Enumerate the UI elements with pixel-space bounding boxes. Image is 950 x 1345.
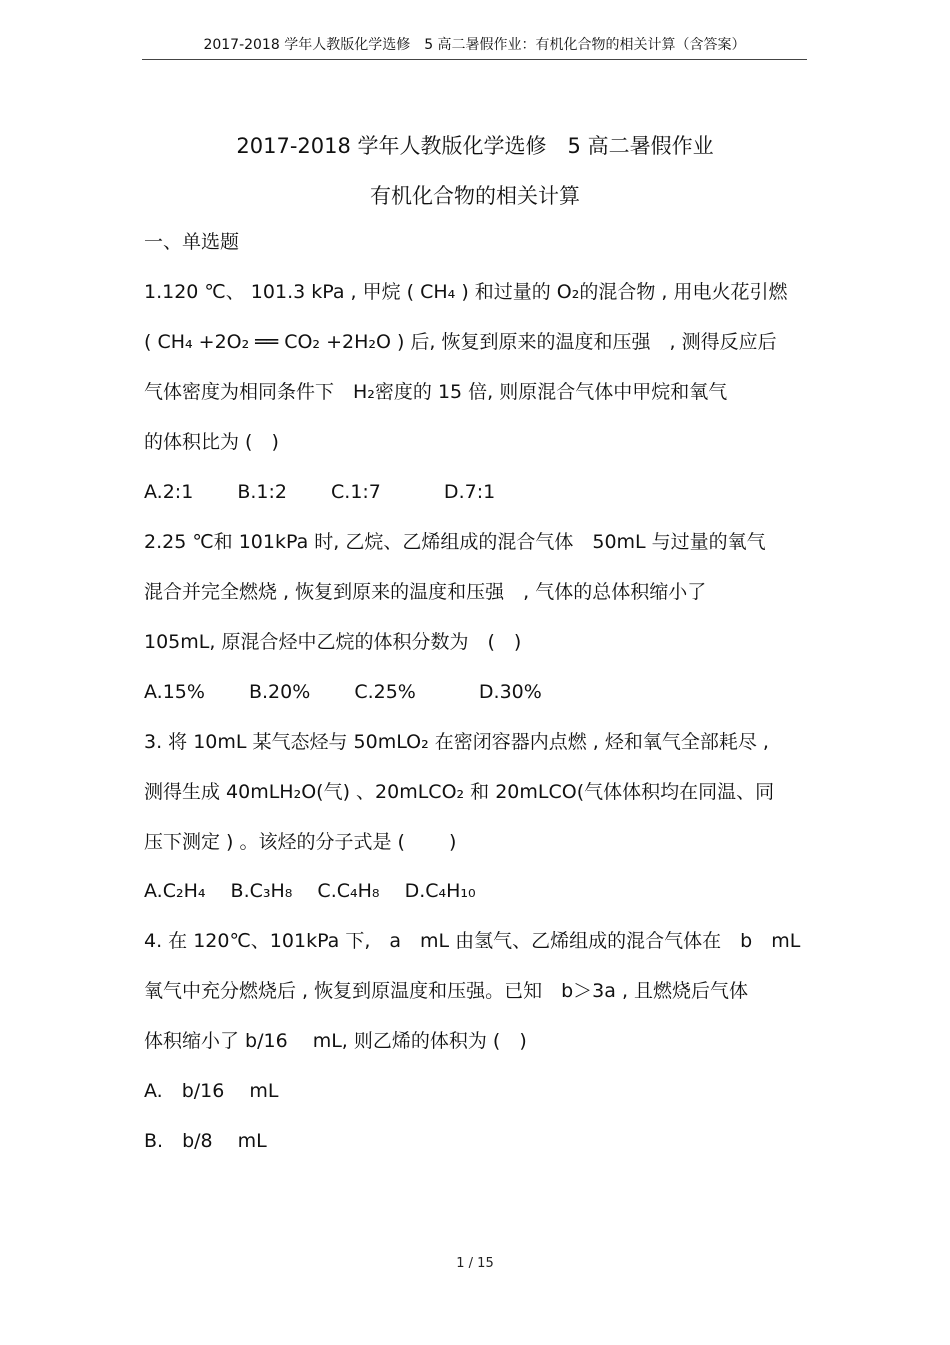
page-number: 1 / 15 [456,1256,494,1271]
answer-option: A. b/16 mL [144,1080,279,1102]
question-text: 的体积比为 ( ) [144,431,279,453]
question-text: 测得生成 40mLH₂O(气) 、20mLCO₂ 和 20mLCO(气体体积均在同温、同 [144,781,775,803]
question-text: 气体密度为相同条件下 H₂密度的 15 倍, 则原混合气体中甲烷和氧气 [144,381,728,403]
question-text: 混合并完全燃烧 , 恢复到原来的温度和压强 , 气体的总体积缩小了 [144,581,707,603]
question-text: 氧气中充分燃烧后 , 恢复到原温度和压强。已知 b＞3a , 且燃烧后气体 [144,980,749,1002]
answer-options: A.C₂H₄ B.C₃H₈ C.C₄H₈ D.C₄H₁₀ [144,880,476,902]
question-text: 3. 将 10mL 某气态烃与 50mLO₂ 在密闭容器内点燃 , 烃和氧气全部耗尽 , [144,731,769,753]
section-heading: 一、单选题 [144,231,240,253]
answer-options: A.2:1 B.1:2 C.1:7 D.7:1 [144,481,496,503]
question-text: 2.25 ℃和 101kPa 时, 乙烷、乙烯组成的混合气体 50mL 与过量的氧气 [144,531,766,553]
question-text: 压下测定 ) 。该烃的分子式是 ( ) [144,831,457,853]
answer-options: A.15% B.20% C.25% D.30% [144,681,542,703]
question-text: 105mL, 原混合烃中乙烷的体积分数为 ( ) [144,631,522,653]
document-title: 2017-2018 学年人教版化学选修 5 高二暑假作业 [236,134,714,158]
question-text: 4. 在 120℃、101kPa 下, a mL 由氢气、乙烯组成的混合气体在 b mL [144,930,801,952]
page-header: 2017-2018 学年人教版化学选修 5 高二暑假作业：有机化合物的相关计算（含答案） [142,34,807,60]
question-text: ( CH₄ +2O₂ ══ CO₂ +2H₂O ) 后, 恢复到原来的温度和压强 , 测得反应后 [144,331,777,353]
document-subtitle: 有机化合物的相关计算 [370,184,580,208]
answer-option: B. b/8 mL [144,1130,267,1152]
question-text: 1.120 ℃、 101.3 kPa , 甲烷 ( CH₄ ) 和过量的 O₂的混合物 , 用电火花引燃 [144,281,788,303]
question-text: 体积缩小了 b/16 mL, 则乙烯的体积为 ( ) [144,1030,527,1052]
